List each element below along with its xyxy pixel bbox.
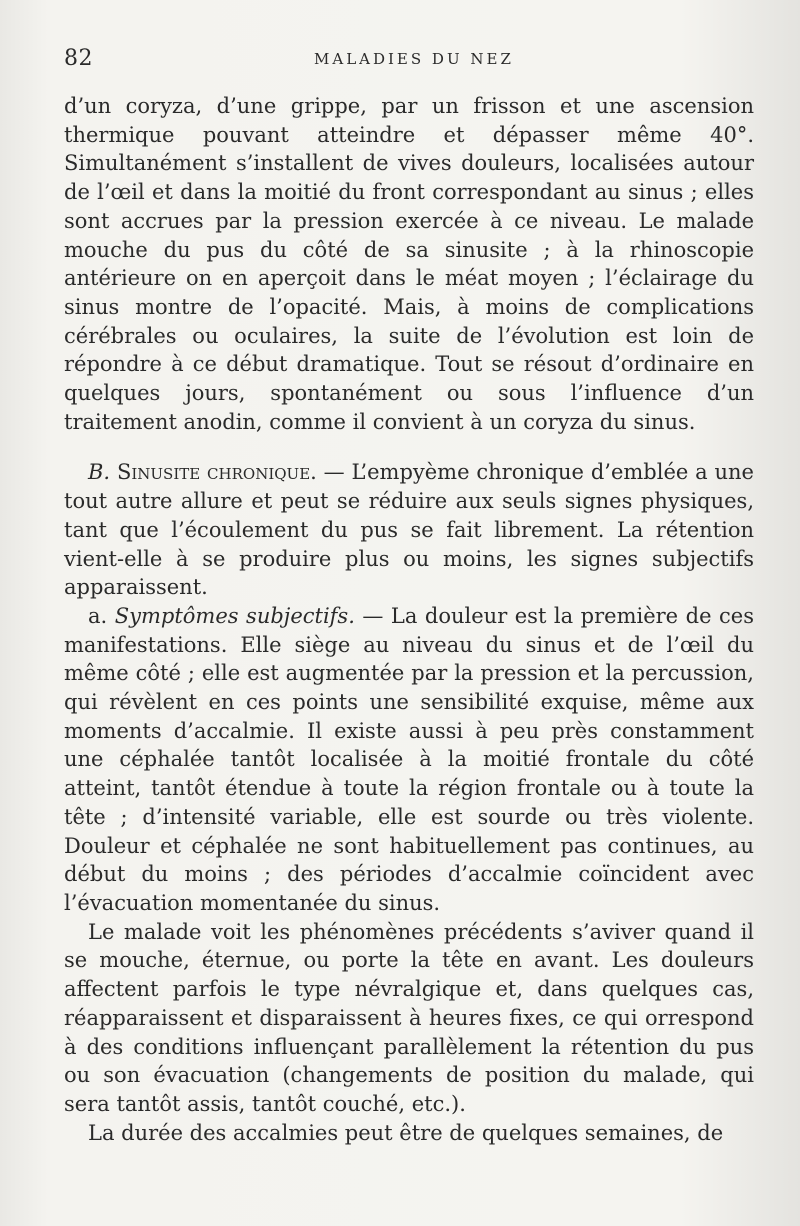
subsection-heading: Symptômes subjectifs. xyxy=(114,603,355,628)
body-text xyxy=(64,92,754,1147)
paragraph-chronic-sinusitis xyxy=(64,458,754,602)
section-heading: Sinusite chronique. xyxy=(116,460,317,485)
section-letter: B. xyxy=(88,460,111,485)
page-number: 82 xyxy=(64,46,93,71)
paragraph-subjective-symptoms xyxy=(64,602,754,918)
subsection-letter: a. xyxy=(88,603,108,628)
paragraph-remission-duration: La durée des accalmies peut être de quelques semaines, de xyxy=(88,1120,724,1145)
running-title: MALADIES DU NEZ xyxy=(314,50,514,68)
subsection-body: — La douleur est la première de ces manifestations. Elle siège au niveau du sinus et de l’œil du même côté ; elle est augmentée par la pression et la percussion, qui révèlent en ces points une sensibilité exquise, même aux moments d’accalmie. Il existe aussi à peu près constamment une céphalée tantôt localisée à la moitié frontale du côté atteint, tantôt étendue à toute la région frontale ou à toute la tête ; d’intensité variable, elle est sourde ou très violente. Douleur et céphalée ne sont habituellement pas continues, au début du moins ; des périodes d’accalmie coïncident avec l’évacuation momentanée du sinus. xyxy=(64,603,754,915)
running-head xyxy=(64,46,754,76)
section-body: — L’empyème chronique d’emblée a une tout autre allure et peut se réduire aux seuls signes physiques, tant que l’écoulement du pus se fait librement. La rétention vient-elle à se produire plus ou moins, les signes subjectifs apparaissent. xyxy=(64,460,754,600)
paragraph-acute-onset: d’un coryza, d’une grippe, par un frisson et une ascension thermique pouvant atteindre et dépasser même 40°. Simultanément s’installent de vives douleurs, localisées autour de l’œil et dans la moitié du front correspondant au sinus ; elles sont accrues par la pression exercée à ce niveau. Le malade mouche du pus du côté de sa sinusite ; à la rhinoscopie antérieure on en aperçoit dans le méat moyen ; l’éclairage du sinus montre de l’opacité. Mais, à moins de complications cérébrales ou oculaires, la suite de l’évolution est loin de répondre à ce début dramatique. Tout se résout d’ordinaire en quelques jours, spontanément ou sous l’influence d’un traitement anodin, comme il convient à un coryza du sinus. xyxy=(64,94,754,434)
paragraph-aggravating-factors: Le malade voit les phénomènes précédents s’aviver quand il se mouche, éternue, ou porte la tête en avant. Les douleurs affectent parfois le type névralgique et, dans quelques cas, réapparaissent et disparaissent à heures fixes, ce qui orrespond à des conditions influençant parallèlement la rétention du pus ou son évacuation (changements de position du malade, qui sera tantôt assis, tantôt couché, etc.). xyxy=(64,919,754,1116)
